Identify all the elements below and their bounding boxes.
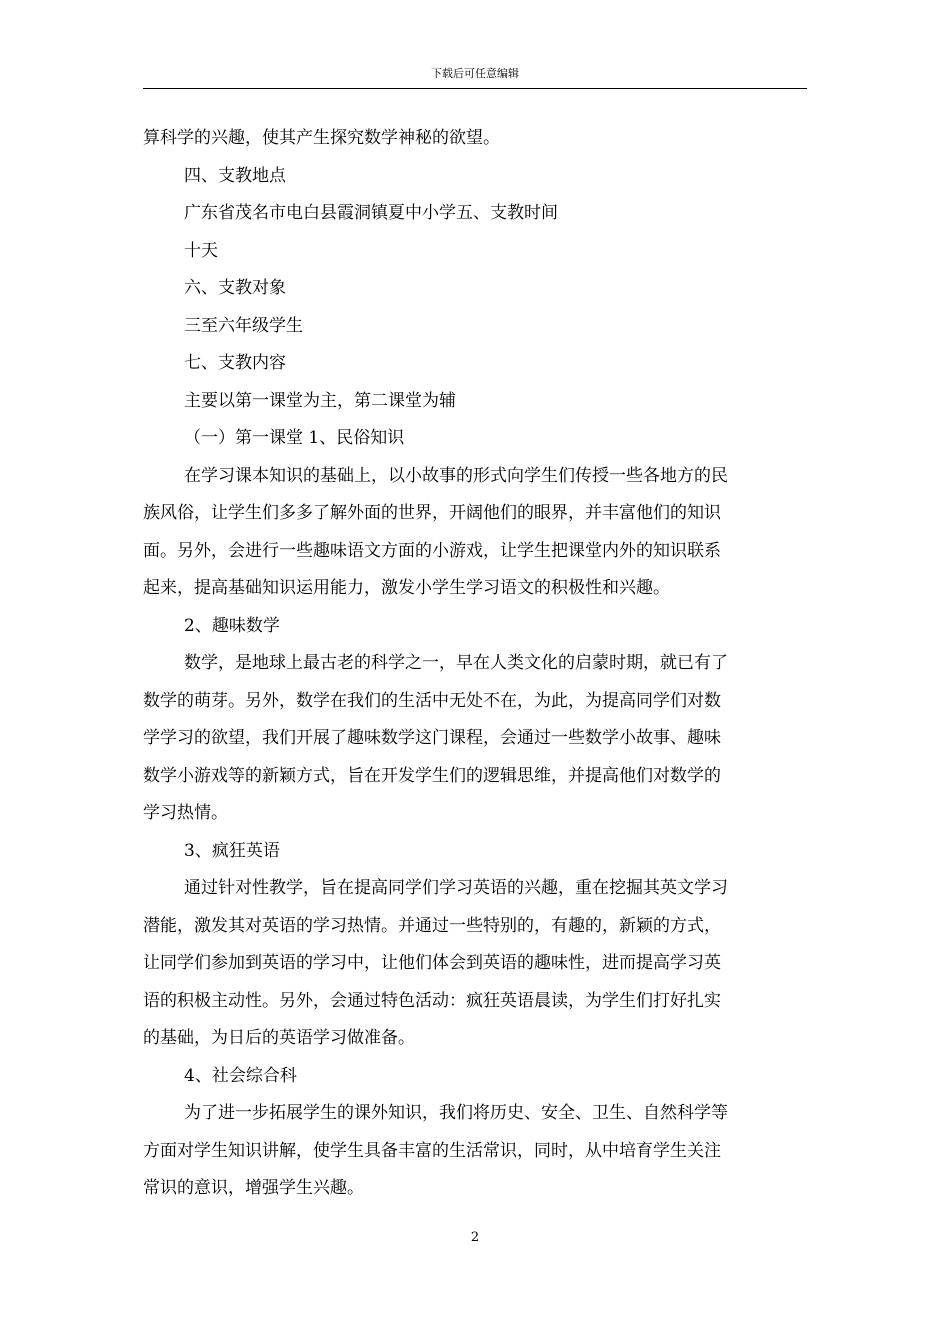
section-heading-location: 四、支教地点 [184, 165, 286, 186]
section-heading-target: 六、支教对象 [184, 278, 286, 298]
document-body [143, 120, 807, 1208]
paragraph-line: 通过针对性教学，旨在提高同学们学习英语的兴趣，重在挖掘其英文学习 [184, 878, 728, 898]
paragraph-line: 族风俗，让学生们多多了解外面的世界，开阔他们的眼界，并丰富他们的知识 [143, 503, 721, 523]
header-divider [143, 88, 807, 89]
subsection-heading-english: 3、疯狂英语 [184, 840, 280, 861]
subsection-heading-math: 2、趣味数学 [184, 615, 280, 636]
paragraph-line: 方面对学生知识讲解，使学生具备丰富的生活常识，同时，从中培育学生关注 [143, 1140, 721, 1161]
paragraph-line: 为了进一步拓展学生的课外知识，我们将历史、安全、卫生、自然科学等 [184, 1103, 728, 1123]
paragraph-math [143, 645, 807, 833]
paragraph-line: 学习热情。 [143, 803, 228, 823]
subsection-heading-social: 4、社会综合科 [184, 1065, 297, 1086]
page-number: 2 [470, 1230, 480, 1245]
paragraph-english [143, 870, 807, 1058]
paragraph-line: 在学习课本知识的基础上，以小故事的形式向学生们传授一些各地方的民 [184, 465, 728, 486]
paragraph-line: 面。另外，会进行一些趣味语文方面的小游戏，让学生把课堂内外的知识联系 [143, 540, 721, 561]
paragraph-line: 起来，提高基础知识运用能力，激发小学生学习语文的积极性和兴趣。 [143, 578, 670, 598]
page-header: 下载后可任意编辑 [431, 67, 519, 80]
paragraph-line: 的基础，为日后的英语学习做准备。 [143, 1028, 415, 1048]
section-heading-content: 七、支教内容 [184, 353, 286, 373]
text-line: 主要以第一课堂为主，第二课堂为辅 [184, 390, 456, 411]
paragraph-line: 语的积极主动性。另外，会通过特色活动：疯狂英语晨读，为学生们打好扎实 [143, 990, 721, 1011]
paragraph-line: 常识的意识，增强学生兴趣。 [143, 1178, 364, 1198]
text-line: 算科学的兴趣，使其产生探究数学神秘的欲望。 [143, 128, 500, 148]
text-line: 广东省茂名市电白县霞洞镇夏中小学五、支教时间 [184, 203, 558, 223]
paragraph-line: 学学习的欲望，我们开展了趣味数学这门课程，会通过一些数学小故事、趣味 [143, 728, 721, 748]
paragraph-line: 数学小游戏等的新颖方式，旨在开发学生们的逻辑思维，并提高他们对数学的 [143, 765, 721, 786]
text-line: 三至六年级学生 [184, 315, 303, 336]
text-line: 十天 [184, 240, 218, 261]
subsection-heading-folk: （一）第一课堂 1、民俗知识 [184, 428, 405, 448]
paragraph-line: 潜能，激发其对英语的学习热情。并通过一些特别的，有趣的，新颖的方式， [143, 915, 721, 936]
paragraph-line: 让同学们参加到英语的学习中，让他们体会到英语的趣味性，进而提高学习英 [143, 953, 721, 973]
paragraph-line: 数学，是地球上最古老的科学之一，早在人类文化的启蒙时期，就已有了 [184, 653, 728, 673]
paragraph-folk [143, 458, 807, 608]
paragraph-social [143, 1095, 807, 1208]
paragraph-line: 数学的萌芽。另外，数学在我们的生活中无处不在，为此，为提高同学们对数 [143, 690, 721, 711]
